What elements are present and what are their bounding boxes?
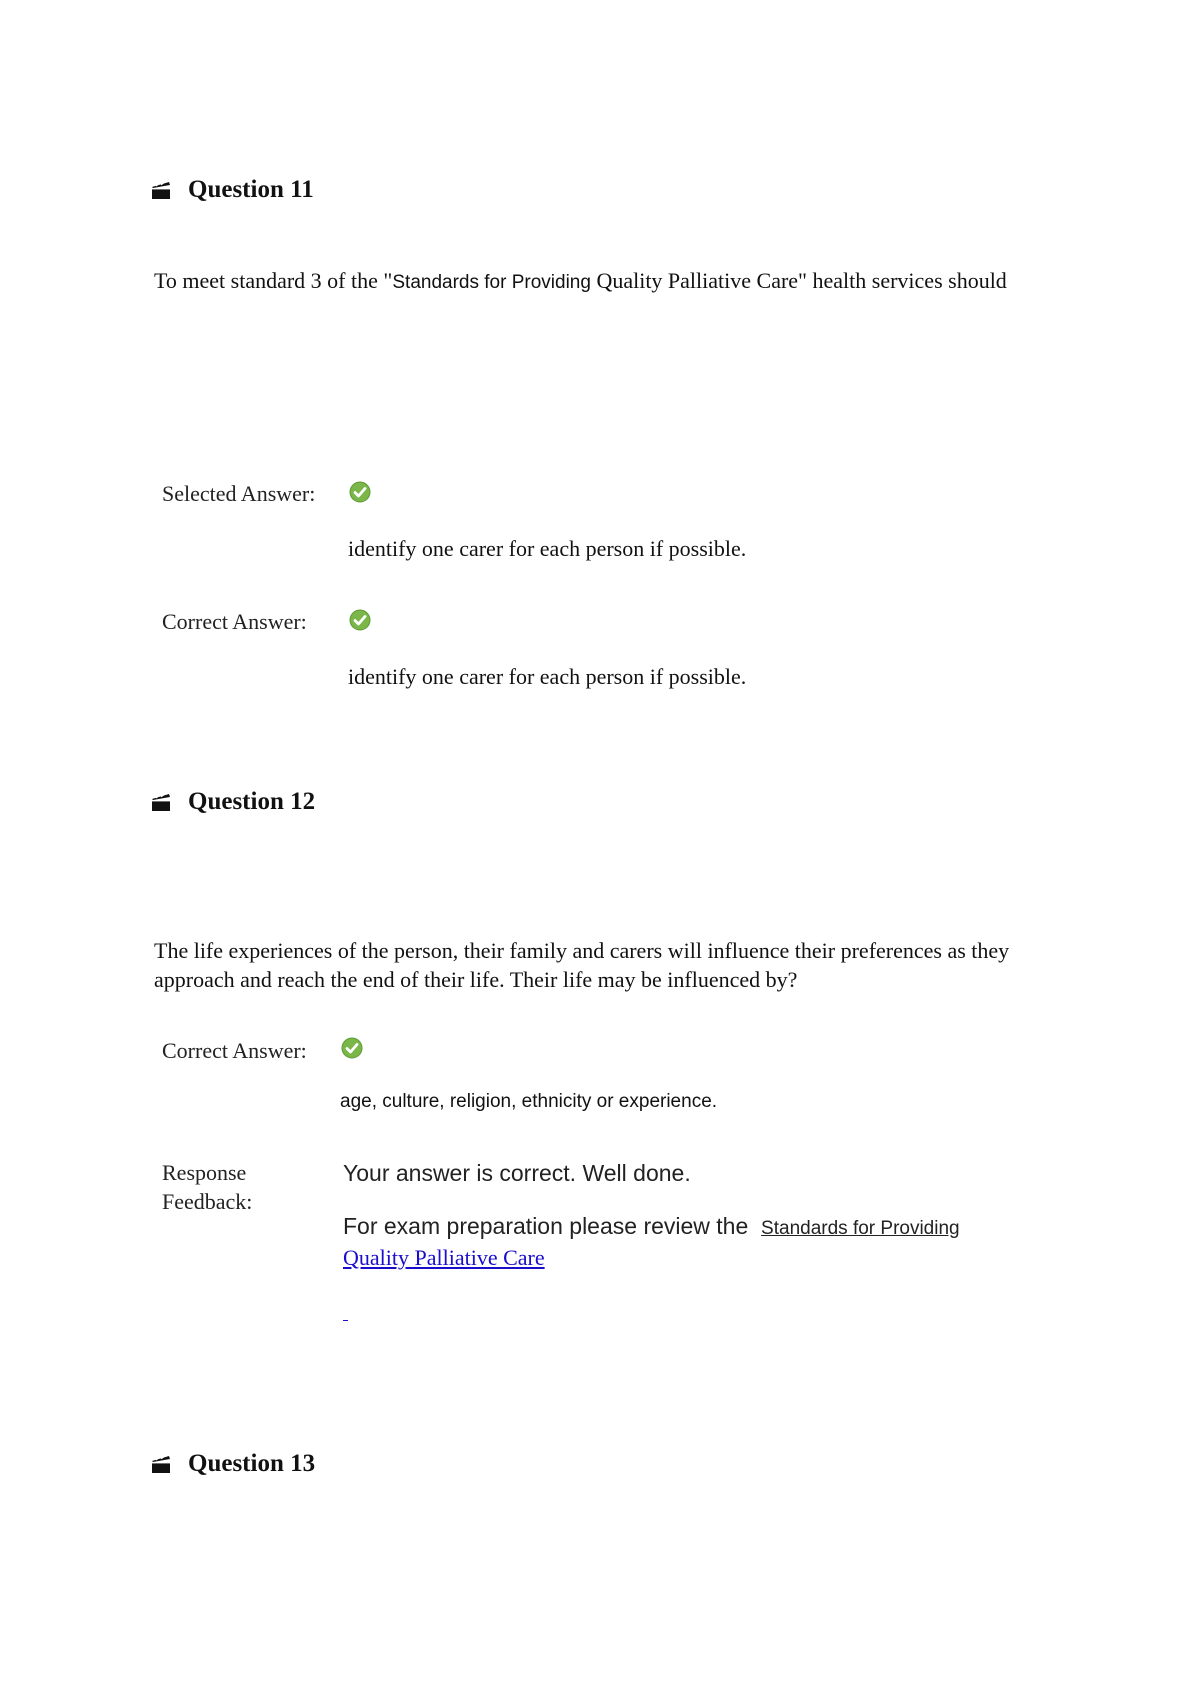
- quality-palliative-care-link[interactable]: Quality Palliative Care: [343, 1245, 545, 1270]
- correct-answer-label: Correct Answer:: [162, 609, 307, 634]
- correct-answer-label: Correct Answer:: [162, 1038, 307, 1063]
- question-title: Question 13: [188, 1450, 316, 1477]
- feedback-review: [343, 1212, 983, 1272]
- correct-answer-text: identify one carer for each person if possible.: [348, 664, 747, 689]
- feedback-message: Your answer is correct. Well done.: [343, 1160, 691, 1186]
- selected-answer-text: identify one carer for each person if possible.: [348, 536, 747, 561]
- question-title: Question 11: [188, 176, 314, 203]
- question-11-text: [154, 266, 1054, 297]
- question-13-heading: [150, 1450, 315, 1478]
- question-text-part: To meet standard 3 of the ": [154, 268, 393, 293]
- clapperboard-icon: [150, 791, 172, 813]
- correct-answer-text: age, culture, religion, ethnicity or experience.: [340, 1091, 718, 1112]
- clapperboard-icon: [150, 1453, 172, 1475]
- question-12-text: The life experiences of the person, their family and carers will influence their preferences as they approach and reach the end of their life. Their life may be influenced by?: [154, 938, 1010, 992]
- question-text-part: Standards for Providing: [392, 272, 591, 293]
- check-circle-icon: [349, 609, 371, 631]
- question-11-heading: [150, 176, 314, 204]
- selected-answer-label: Selected Answer:: [162, 481, 316, 506]
- response-feedback-label: Response Feedback:: [162, 1160, 253, 1214]
- feedback-review-text: For exam preparation please review the: [343, 1213, 749, 1239]
- check-circle-icon: [349, 481, 371, 503]
- question-text-part: Quality Palliative Care" health services should: [590, 268, 1007, 293]
- check-circle-icon: [341, 1037, 363, 1059]
- clapperboard-icon: [150, 179, 172, 201]
- question-title: Question 12: [188, 788, 316, 815]
- standards-link[interactable]: Standards for Providing: [761, 1218, 960, 1239]
- question-12-heading: [150, 788, 315, 816]
- empty-link[interactable]: [343, 1320, 348, 1321]
